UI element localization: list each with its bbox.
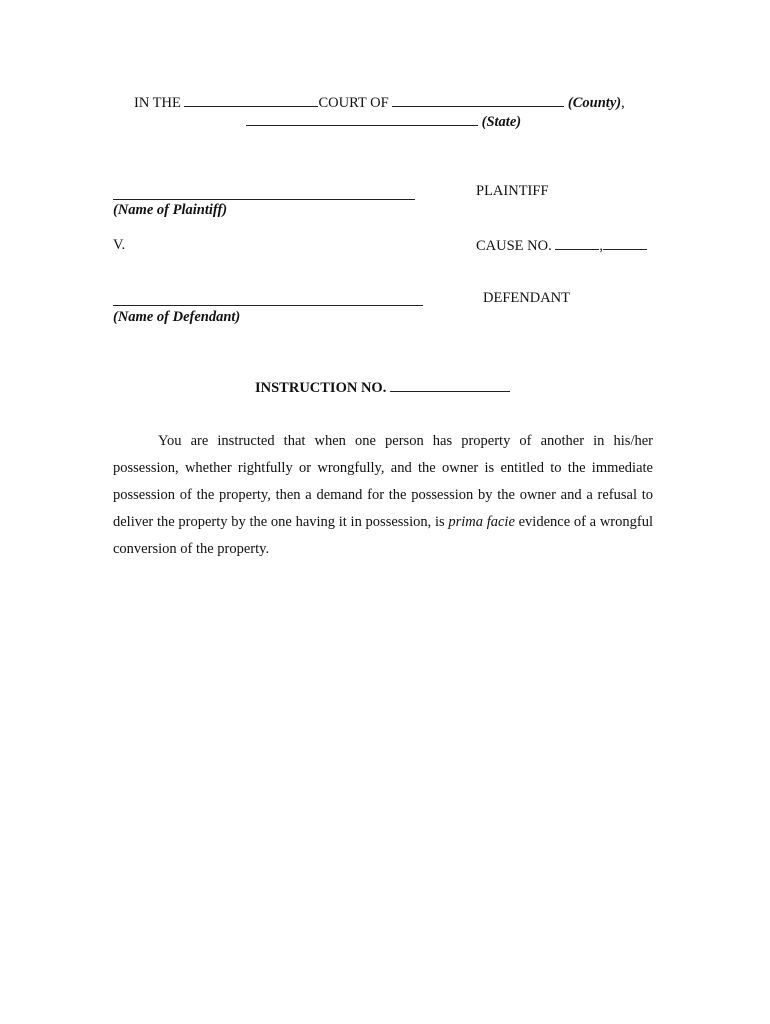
cause-no-label: CAUSE NO.	[476, 238, 552, 254]
instruction-paragraph	[113, 428, 653, 563]
state-blank[interactable]	[246, 113, 478, 126]
state-label: (State)	[481, 114, 522, 130]
body-text-part-2: evidence of a wrongful conversion of the property.	[113, 514, 653, 557]
county-label: (County)	[567, 95, 622, 111]
cause-no-separator: ,	[599, 238, 603, 254]
plaintiff-role-label: PLAINTIFF	[476, 183, 549, 199]
state-caption-line	[246, 113, 521, 131]
county-comma: ,	[621, 95, 625, 111]
instruction-body	[113, 428, 653, 563]
defendant-name-caption: (Name of Defendant)	[113, 309, 241, 325]
court-name-blank[interactable]	[184, 94, 318, 107]
county-blank[interactable]	[392, 94, 564, 107]
court-caption-line	[134, 94, 625, 112]
body-text-part-1: You are instructed that when one person has property of another in his/her possession, whether rightfully or wrongfully, and the owner is entitled to the immediate possession of the property, then a demand for the possession by the owner and a refusal to deliver the property by the one having it in possession, is	[113, 433, 653, 530]
cause-number-line	[476, 237, 647, 255]
cause-number-blank-1[interactable]	[555, 237, 599, 250]
versus-label: V.	[113, 237, 126, 253]
plaintiff-name-caption: (Name of Plaintiff)	[113, 202, 228, 218]
instruction-heading	[255, 379, 510, 397]
in-the-label: IN THE	[134, 95, 181, 111]
plaintiff-name-blank[interactable]	[113, 199, 415, 200]
instruction-number-label: INSTRUCTION NO.	[255, 380, 387, 396]
instruction-number-blank[interactable]	[390, 379, 510, 392]
defendant-name-blank[interactable]	[113, 305, 423, 306]
cause-number-blank-2[interactable]	[603, 237, 647, 250]
defendant-role-label: DEFENDANT	[483, 290, 570, 306]
body-text-emphasis: prima facie	[448, 514, 515, 530]
court-of-label: COURT OF	[318, 95, 389, 111]
